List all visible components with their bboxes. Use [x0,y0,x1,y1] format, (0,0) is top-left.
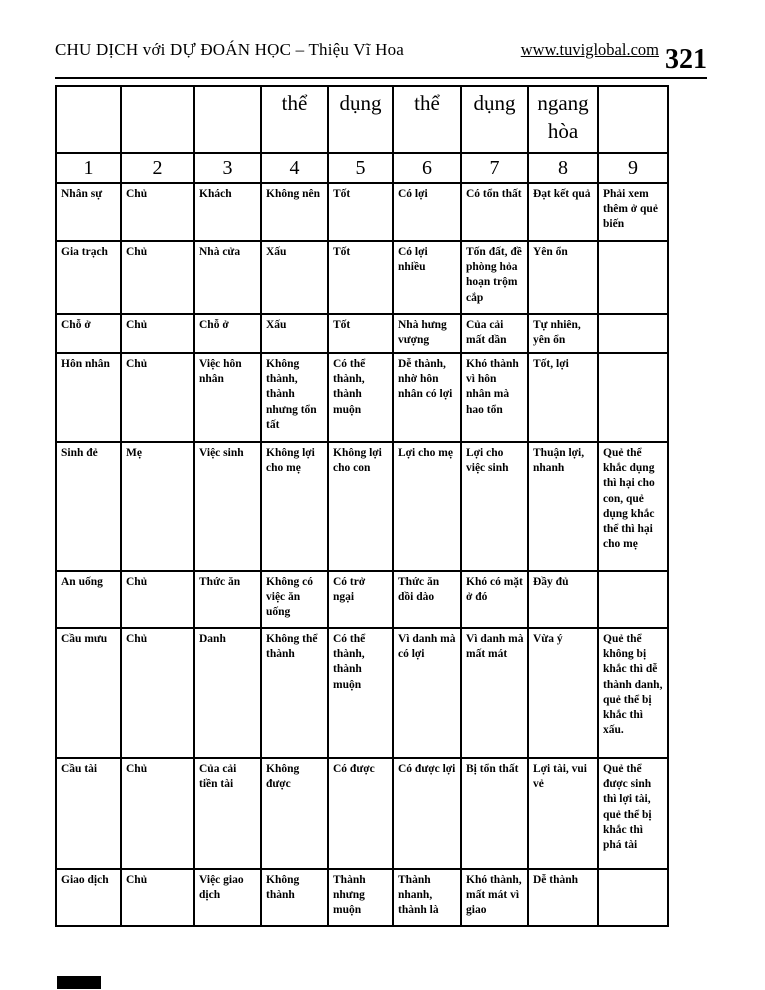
header-divider [55,77,707,79]
row-3-cell-9 [598,314,668,353]
group-header-cell-5: dụng [328,86,393,153]
row-3-cell-7: Của cải mất dần [461,314,528,353]
row-9-cell-8: Dễ thành [528,869,598,926]
table-row [56,183,668,241]
row-1-cell-5: Tốt [328,183,393,241]
row-6-cell-9 [598,571,668,628]
row-9-cell-9 [598,869,668,926]
row-9-cell-5: Thành nhưng muộn [328,869,393,926]
row-3-cell-6: Nhà hưng vượng [393,314,461,353]
row-1-cell-2: Chủ [121,183,194,241]
column-number-cell-2: 2 [121,153,194,183]
row-5-cell-3: Việc sinh [194,442,261,571]
row-2-cell-6: Có lợi nhiều [393,241,461,314]
row-4-cell-3: Việc hôn nhân [194,353,261,442]
page-header [55,40,707,60]
column-number-cell-1: 1 [56,153,121,183]
row-6-cell-1: An uống [56,571,121,628]
row-8-cell-4: Không được [261,758,328,869]
scan-artifact-mark [57,976,101,989]
row-4-cell-9 [598,353,668,442]
group-header-cell-6: thể [393,86,461,153]
website-link[interactable]: www.tuviglobal.com [520,40,659,59]
row-6-cell-4: Không có việc ăn uống [261,571,328,628]
row-2-cell-5: Tốt [328,241,393,314]
row-4-cell-1: Hôn nhân [56,353,121,442]
row-3-cell-1: Chỗ ở [56,314,121,353]
column-number-cell-5: 5 [328,153,393,183]
row-5-cell-1: Sinh đẻ [56,442,121,571]
row-7-cell-5: Có thể thành, thành muộn [328,628,393,758]
row-7-cell-1: Cầu mưu [56,628,121,758]
row-4-cell-7: Khó thành vì hôn nhân mà hao tổn [461,353,528,442]
row-9-cell-3: Việc giao dịch [194,869,261,926]
table-row [56,241,668,314]
row-7-cell-2: Chủ [121,628,194,758]
column-number-cell-4: 4 [261,153,328,183]
column-number-cell-8: 8 [528,153,598,183]
group-header-cell-3 [194,86,261,153]
row-9-cell-6: Thành nhanh, thành là [393,869,461,926]
row-3-cell-8: Tự nhiên, yên ổn [528,314,598,353]
row-7-cell-3: Danh [194,628,261,758]
table-row [56,869,668,926]
row-2-cell-9 [598,241,668,314]
row-1-cell-9: Phải xem thêm ở quẻ biến [598,183,668,241]
row-4-cell-5: Có thể thành, thành muộn [328,353,393,442]
group-header-cell-1 [56,86,121,153]
row-8-cell-2: Chủ [121,758,194,869]
table-row [56,758,668,869]
row-3-cell-3: Chỗ ở [194,314,261,353]
row-3-cell-2: Chủ [121,314,194,353]
row-1-cell-6: Có lợi [393,183,461,241]
row-5-cell-5: Không lợi cho con [328,442,393,571]
row-6-cell-6: Thức ăn dồi dào [393,571,461,628]
row-4-cell-8: Tốt, lợi [528,353,598,442]
row-6-cell-5: Có trở ngại [328,571,393,628]
table-row [56,571,668,628]
results-table [55,85,669,927]
row-2-cell-2: Chủ [121,241,194,314]
column-number-cell-3: 3 [194,153,261,183]
row-7-cell-8: Vừa ý [528,628,598,758]
row-8-cell-7: Bị tổn thất [461,758,528,869]
row-5-cell-2: Mẹ [121,442,194,571]
group-header-cell-4: thể [261,86,328,153]
row-1-cell-1: Nhân sự [56,183,121,241]
row-9-cell-4: Không thành [261,869,328,926]
table-number-row [56,153,668,183]
row-1-cell-8: Đạt kết quả [528,183,598,241]
row-2-cell-4: Xấu [261,241,328,314]
row-3-cell-4: Xấu [261,314,328,353]
row-8-cell-1: Cầu tài [56,758,121,869]
table-row [56,442,668,571]
table-row [56,314,668,353]
row-2-cell-7: Tốn đất, đề phòng hỏa hoạn trộm cắp [461,241,528,314]
row-5-cell-8: Thuận lợi, nhanh [528,442,598,571]
row-4-cell-4: Không thành, thành nhưng tổn tất [261,353,328,442]
group-header-cell-7: dụng [461,86,528,153]
column-number-cell-6: 6 [393,153,461,183]
row-6-cell-8: Đầy đủ [528,571,598,628]
row-8-cell-3: Của cải tiền tài [194,758,261,869]
row-6-cell-2: Chủ [121,571,194,628]
row-9-cell-1: Giao dịch [56,869,121,926]
page-number: 321 [665,44,707,75]
row-9-cell-7: Khó thành, mất mát vì giao [461,869,528,926]
row-5-cell-6: Lợi cho mẹ [393,442,461,571]
table-group-header-row [56,86,668,153]
row-8-cell-5: Có được [328,758,393,869]
table-body [56,183,668,926]
table-row [56,353,668,442]
row-1-cell-7: Có tổn thất [461,183,528,241]
row-3-cell-5: Tốt [328,314,393,353]
row-5-cell-7: Lợi cho việc sinh [461,442,528,571]
row-7-cell-7: Vì danh mà mất mát [461,628,528,758]
row-6-cell-7: Khó có mặt ở đó [461,571,528,628]
row-1-cell-4: Không nên [261,183,328,241]
group-header-cell-2 [121,86,194,153]
row-8-cell-9: Quẻ thể được sinh thì lợi tài, quẻ thể bị khắc thì phá tài [598,758,668,869]
row-4-cell-6: Dễ thành, nhờ hôn nhân có lợi [393,353,461,442]
row-2-cell-3: Nhà cửa [194,241,261,314]
row-8-cell-6: Có được lợi [393,758,461,869]
row-7-cell-4: Không thể thành [261,628,328,758]
group-header-cell-8: ngang hòa [528,86,598,153]
row-8-cell-8: Lợi tài, vui vẻ [528,758,598,869]
book-title: CHU DỊCH với DỰ ĐOÁN HỌC – Thiệu Vĩ Hoa [55,40,405,59]
row-5-cell-9: Quẻ thể khắc dụng thì hại cho con, quẻ dụng khắc thể thì hại cho mẹ [598,442,668,571]
group-header-cell-9 [598,86,668,153]
row-2-cell-8: Yên ổn [528,241,598,314]
row-4-cell-2: Chủ [121,353,194,442]
row-6-cell-3: Thức ăn [194,571,261,628]
row-5-cell-4: Không lợi cho mẹ [261,442,328,571]
row-9-cell-2: Chủ [121,869,194,926]
column-number-cell-7: 7 [461,153,528,183]
table-row [56,628,668,758]
row-2-cell-1: Gia trạch [56,241,121,314]
row-7-cell-6: Vì danh mà có lợi [393,628,461,758]
row-1-cell-3: Khách [194,183,261,241]
column-number-cell-9: 9 [598,153,668,183]
row-7-cell-9: Quẻ thể không bị khắc thì dễ thành danh, quẻ thể bị khắc thì xấu. [598,628,668,758]
